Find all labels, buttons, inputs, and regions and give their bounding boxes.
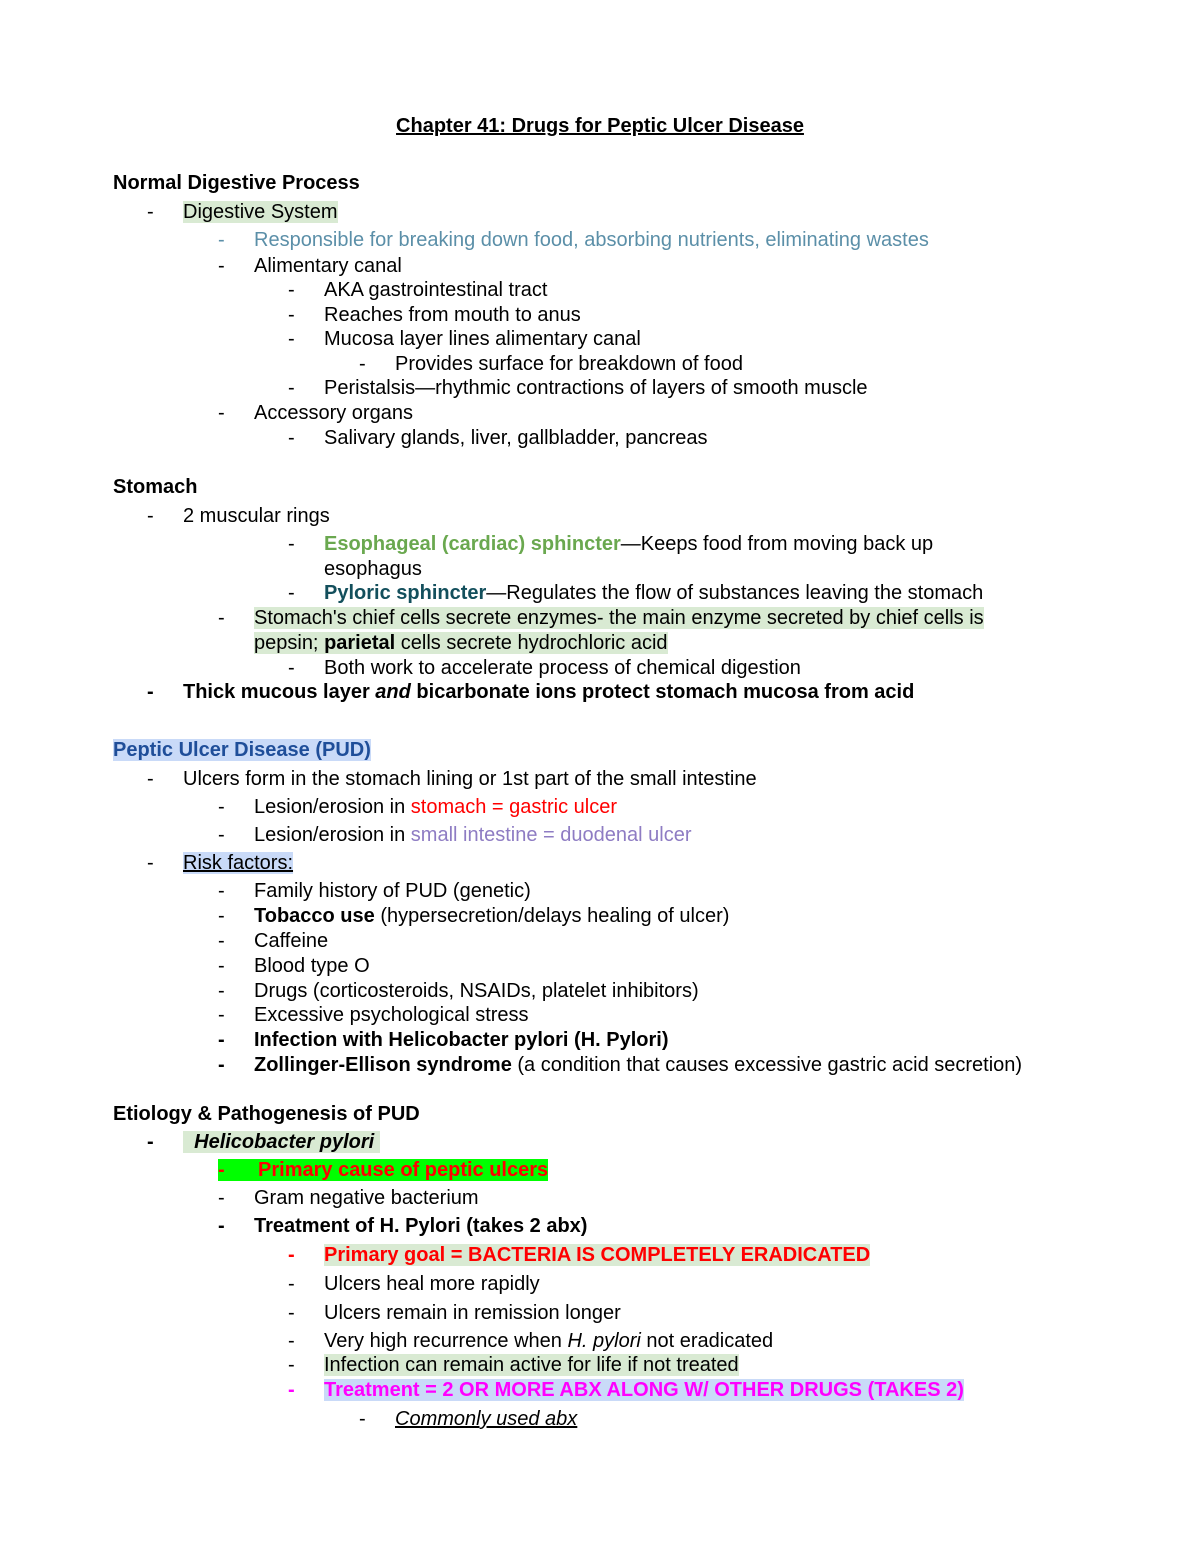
bullet: - (288, 582, 295, 604)
bullet: - (147, 505, 154, 527)
bullet: - (218, 1004, 225, 1026)
item-duodenal: Lesion/erosion in small intestine = duodenal ulcer (254, 824, 692, 846)
bullet: - (147, 1131, 154, 1153)
bullet: - (218, 955, 225, 977)
heading-pud: Peptic Ulcer Disease (PUD) (113, 739, 371, 761)
bullet: - (218, 229, 225, 251)
bullet: - (359, 353, 366, 375)
item-infection: Infection with Helicobacter pylori (H. Pylori) (254, 1029, 669, 1051)
item-stress: Excessive psychological stress (254, 1004, 529, 1026)
item-reaches: Reaches from mouth to anus (324, 304, 581, 326)
item-primary-goal: Primary goal = BACTERIA IS COMPLETELY ERADICATED (324, 1244, 871, 1266)
bullet: - (288, 377, 295, 399)
item-thick-mucous: Thick mucous layer and bicarbonate ions protect stomach mucosa from acid (183, 681, 915, 703)
page-title: Chapter 41: Drugs for Peptic Ulcer Disease (396, 115, 804, 137)
bullet: - (218, 1187, 225, 1209)
item-caffeine: Caffeine (254, 930, 329, 952)
item-pyloric: Pyloric sphincter—Regulates the flow of substances leaving the stomach (324, 582, 984, 604)
bullet: - (218, 796, 225, 818)
bullet: - (218, 402, 225, 424)
bullet: - (147, 768, 154, 790)
bullet: - (288, 657, 295, 679)
item-salivary: Salivary glands, liver, gallbladder, pancreas (324, 427, 708, 449)
item-rings: 2 muscular rings (183, 505, 330, 527)
item-drugs: Drugs (corticosteroids, NSAIDs, platelet inhibitors) (254, 980, 699, 1002)
item-both: Both work to accelerate process of chemical digestion (324, 657, 801, 679)
bullet: - (288, 304, 295, 326)
bullet: - (288, 1302, 295, 1324)
bullet: - (218, 824, 225, 846)
item-peristalsis: Peristalsis—rhythmic contractions of layers of smooth muscle (324, 377, 868, 399)
heading-normal-digestive: Normal Digestive Process (113, 172, 360, 194)
item-mucosa: Mucosa layer lines alimentary canal (324, 328, 641, 350)
bullet: - (288, 328, 295, 350)
bullet: - (218, 1054, 225, 1076)
bullet: - (218, 930, 225, 952)
item-hpylori: Helicobacter pylori (183, 1130, 380, 1155)
item-treatment-abx: Treatment = 2 OR MORE ABX ALONG W/ OTHER DRUGS (TAKES 2) (324, 1379, 964, 1401)
heading-stomach: Stomach (113, 476, 198, 498)
bullet: - (288, 1354, 295, 1376)
item-zollinger: Zollinger-Ellison syndrome (a condition that causes excessive gastric acid secretion) (254, 1054, 1023, 1076)
bullet: - (218, 905, 225, 927)
item-primary-cause: - Primary cause of peptic ulcers (218, 1159, 549, 1181)
item-heal: Ulcers heal more rapidly (324, 1273, 540, 1295)
bullet: - (218, 980, 225, 1002)
bullet: - (288, 1273, 295, 1295)
item-infection-life: Infection can remain active for life if not treated (324, 1354, 739, 1376)
bullet: - (288, 1244, 295, 1266)
item-gram: Gram negative bacterium (254, 1187, 479, 1209)
item-family: Family history of PUD (genetic) (254, 880, 531, 902)
bullet: - (218, 607, 225, 629)
bullet: - (218, 1029, 225, 1051)
item-esophageal: Esophageal (cardiac) sphincter—Keeps food from moving back up (324, 533, 934, 555)
bullet: - (288, 1379, 295, 1401)
bullet: - (218, 1215, 225, 1237)
item-aka: AKA gastrointestinal tract (324, 279, 548, 301)
item-chief-cells-cont: pepsin; parietal cells secrete hydrochloric acid (254, 632, 668, 654)
item-gastric: Lesion/erosion in stomach = gastric ulcer (254, 796, 617, 818)
bullet: - (288, 427, 295, 449)
item-digestive-system: Digestive System (183, 201, 338, 223)
bullet: - (147, 201, 154, 223)
item-chief-cells: Stomach's chief cells secrete enzymes- the main enzyme secreted by chief cells is (254, 607, 984, 629)
item-accessory: Accessory organs (254, 402, 413, 424)
bullet: - (218, 255, 225, 277)
bullet: - (359, 1408, 366, 1430)
item-commonly-used: Commonly used abx (395, 1408, 578, 1430)
bullet: - (147, 852, 154, 874)
item-blood-type: Blood type O (254, 955, 370, 977)
item-ulcers-form: Ulcers form in the stomach lining or 1st part of the small intestine (183, 768, 757, 790)
item-tobacco: Tobacco use (hypersecretion/delays healing of ulcer) (254, 905, 730, 927)
heading-etiology: Etiology & Pathogenesis of PUD (113, 1103, 420, 1125)
bullet: - (288, 279, 295, 301)
item-risk-factors: Risk factors: (183, 852, 294, 874)
item-alimentary: Alimentary canal (254, 255, 402, 277)
item-treatment-hp: Treatment of H. Pylori (takes 2 abx) (254, 1215, 588, 1237)
item-responsible: Responsible for breaking down food, absorbing nutrients, eliminating wastes (254, 229, 929, 251)
item-provides: Provides surface for breakdown of food (395, 353, 743, 375)
bullet: - (288, 1330, 295, 1352)
item-esophageal-cont: esophagus (324, 558, 422, 580)
bullet: - (288, 533, 295, 555)
bullet: - (147, 681, 154, 703)
item-recurrence: Very high recurrence when H. pylori not eradicated (324, 1330, 774, 1352)
item-remission: Ulcers remain in remission longer (324, 1302, 621, 1324)
bullet: - (218, 880, 225, 902)
